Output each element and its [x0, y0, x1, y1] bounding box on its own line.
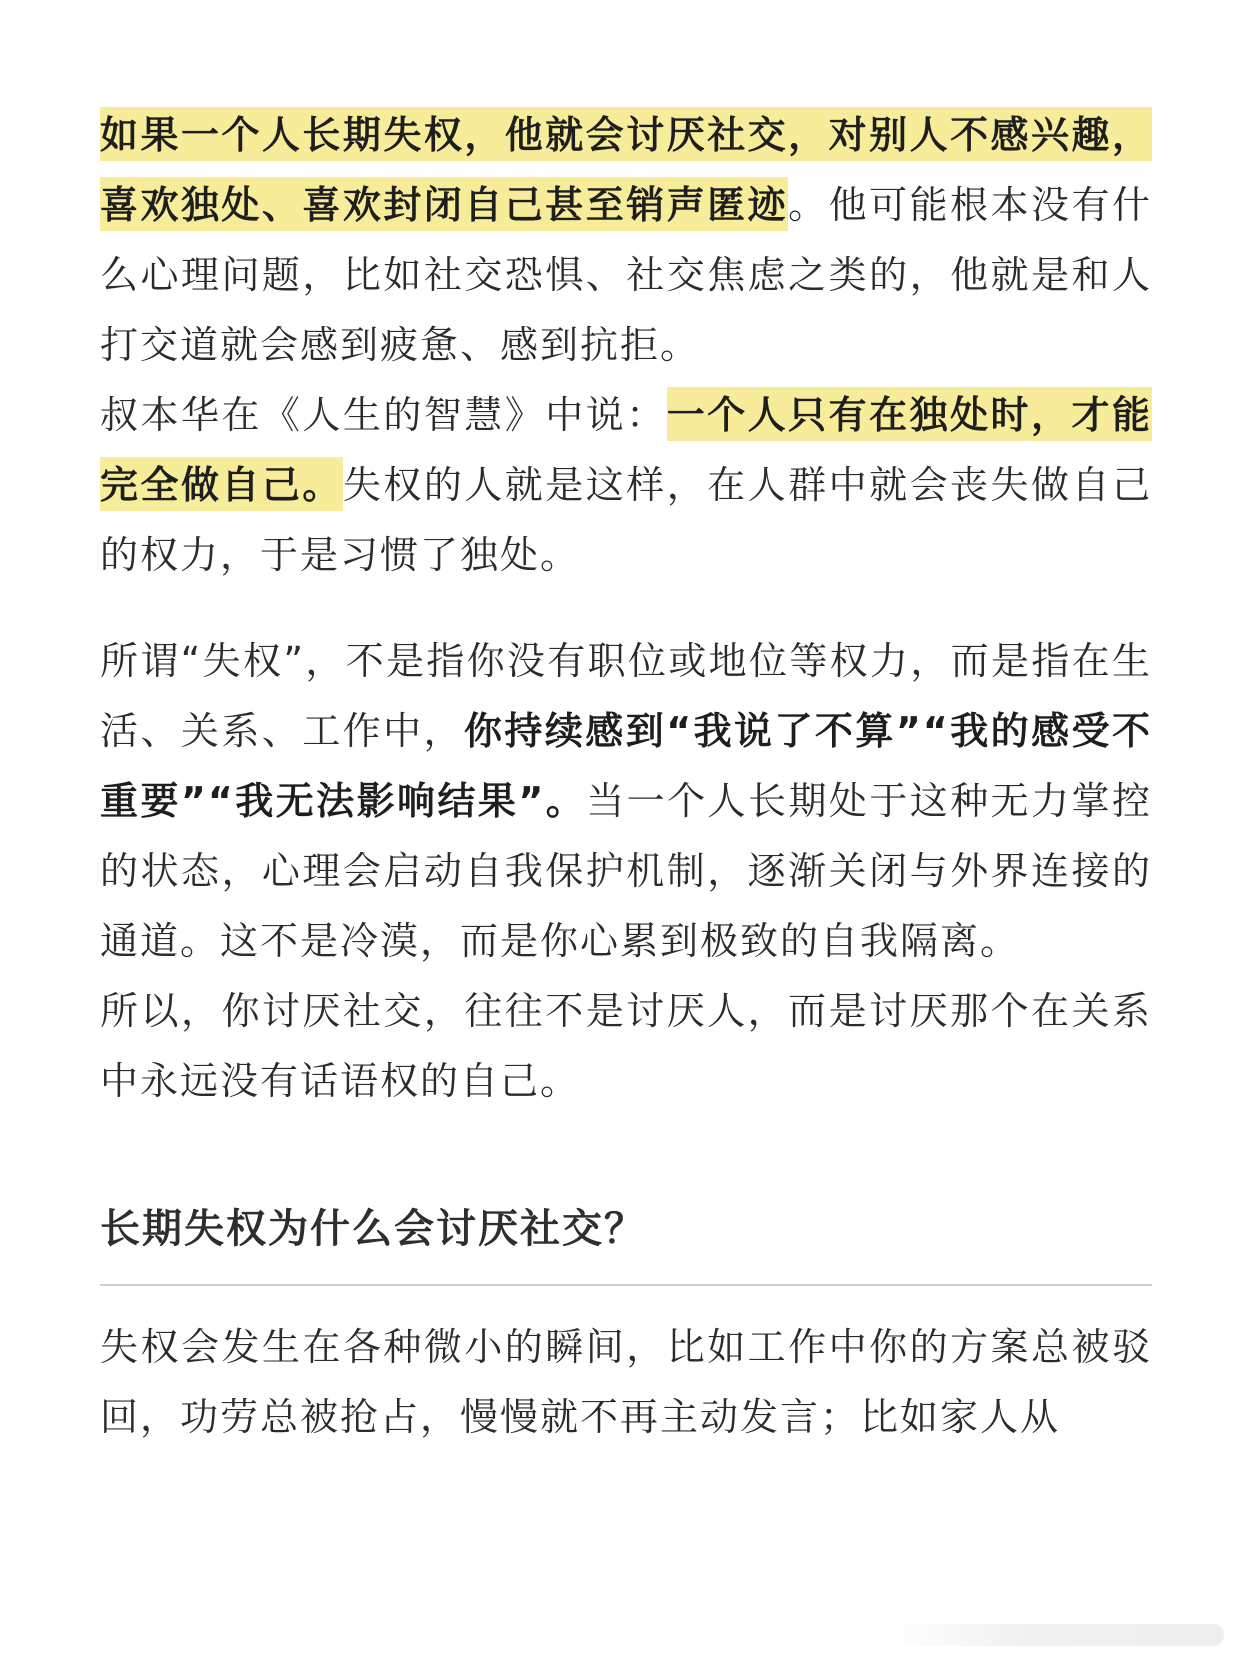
highlighted-quote: 一个人只有在独处时，才能完全做自己。: [100, 387, 1152, 511]
paragraph-text: 失权的人就是这样，在人群中就会丧失做自己的权力，于是习惯了独处。: [100, 463, 1152, 577]
paragraph-examples: [100, 1312, 1152, 1452]
bold-text: 你持续感到“我说了不算”“我的感受不重要”“我无法影响结果”。: [100, 709, 1152, 823]
paragraph-definition: [100, 626, 1152, 976]
section-heading: 长期失权为什么会讨厌社交？: [100, 1206, 646, 1252]
article-body: [100, 100, 1152, 1452]
section-gap: [100, 1116, 1152, 1194]
paragraph-text: 失权会发生在各种微小的瞬间，比如工作中你的方案总被驳回，功劳总被抢占，慢慢就不再主动发言；比如家人从: [100, 1325, 1152, 1439]
paragraph-text: 。他可能根本没有什么心理问题，比如社交恐惧、社交焦虑之类的，他就是和人打交道就会感到疲惫、感到抗拒。: [100, 183, 1152, 367]
paragraph-intro: [100, 100, 1152, 380]
section-divider: [100, 1284, 1152, 1286]
paragraph-gap: [100, 590, 1152, 626]
paragraph-text: 所谓“失权”，不是指你没有职位或地位等权力，而是指在生活、关系、工作中，: [100, 639, 1152, 753]
paragraph-quote: [100, 380, 1152, 590]
watermark: [884, 1624, 1224, 1646]
paragraph-conclusion: [100, 976, 1152, 1116]
highlighted-text: 如果一个人长期失权，他就会讨厌社交，对别人不感兴趣，喜欢独处、喜欢封闭自己甚至销声匿迹: [100, 107, 1152, 231]
paragraph-text: 叔本华在《人生的智慧》中说：: [100, 393, 667, 437]
paragraph-text: 所以，你讨厌社交，往往不是讨厌人，而是讨厌那个在关系中永远没有话语权的自己。: [100, 989, 1152, 1103]
paragraph-text: 当一个人长期处于这种无力掌控的状态，心理会启动自我保护机制，逐渐关闭与外界连接的通道。这不是冷漠，而是你心累到极致的自我隔离。: [100, 779, 1152, 963]
